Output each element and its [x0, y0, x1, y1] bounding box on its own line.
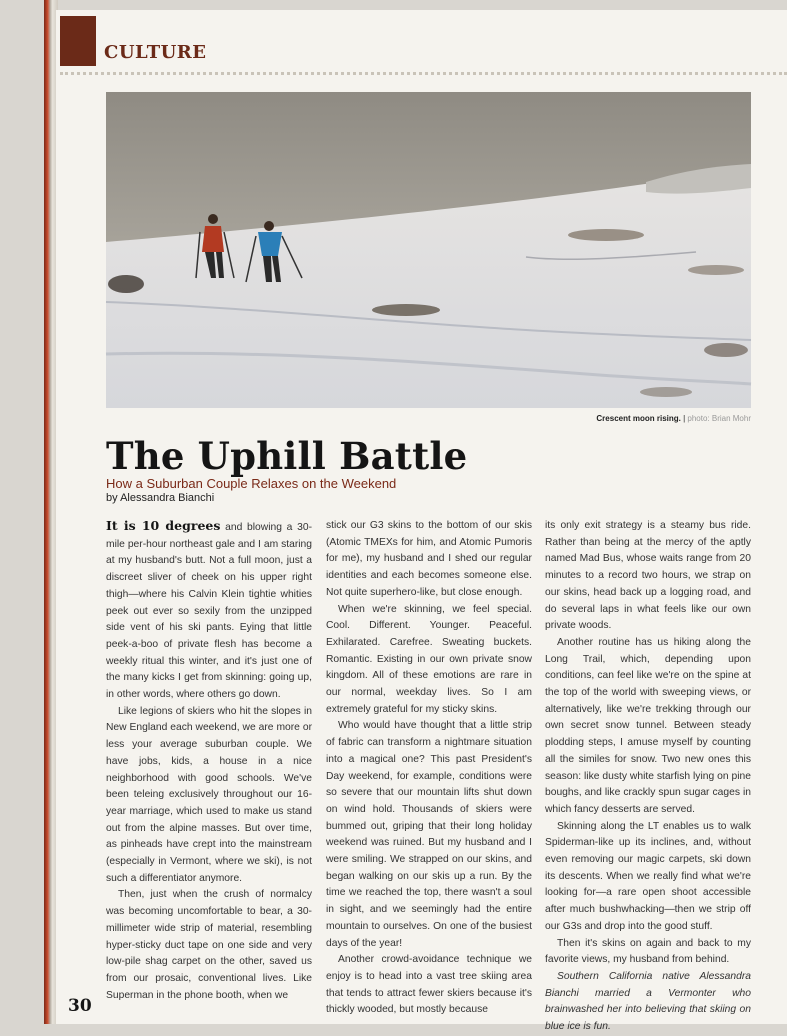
section-label: CULTURE: [104, 42, 207, 63]
paragraph: its only exit strategy is a steamy bus ride. Rather than being at the mercy of the aptly named Mad Bus, whose waits range from 20 minutes to a record two hours, we strap on our skins, head back up a logging road, and do several laps in what feels like our own private woods.: [545, 520, 751, 632]
lead-photo: [106, 92, 751, 408]
magazine-page: [56, 10, 787, 1033]
article-subtitle: How a Suburban Couple Relaxes on the Weekend: [106, 476, 397, 491]
snow-landscape-image: [106, 92, 751, 408]
page-number: 30: [68, 996, 92, 1016]
caption-title: Crescent moon rising.: [596, 414, 681, 423]
section-color-block: [60, 16, 96, 66]
author-bio: Southern California native Alessandra Bianchi married a Vermonter who brainwashed her into believing that skiing on blue ice is fun.: [545, 970, 751, 1033]
paragraph: [106, 518, 312, 704]
paragraph: When we're skinning, we feel special. Cool. Different. Younger. Peaceful. Exhilarated. Carefree. Sweating buckets. Romantic. Existing in our own private snow kingdom. All of these emotions are rare in our normal, weekday lives. So I am extremely grateful for my sticky skins.: [326, 603, 532, 715]
photo-caption: [596, 414, 751, 423]
lead-in: It is 10 degrees: [106, 518, 221, 533]
caption-separator: |: [680, 414, 688, 423]
paragraph: Another crowd-avoidance technique we enjoy is to head into a vast tree skiing area that tends to attract fewer skiers because it's thickly wooded, but mostly because: [326, 954, 532, 1016]
paragraph: Skinning along the LT enables us to walk Spiderman-like up its inclines, and, without even removing our magic carpets, ski down its descents. When we really find what we're looking for—a rare open shoot accessible after much bushwhacking—then we strip off our G3s and drop into the good stuff.: [545, 820, 751, 932]
paragraph: Who would have thought that a little strip of fabric can transform a nightmare situation into a magical one? This past President's Day weekend, for example, conditions were so severe that our mountain lifts shut down on wind hold. Thousands of skiers were bummed out, griping that their long holiday weekend was ruined. But my husband and I were smiling. We strapped on our skins, and began walking on our skis up a run. By the time we reached the top, there wasn't a soul in sight, and we seemingly had the entire mountain to ourselves. On one of the busiest days of the year!: [326, 720, 532, 949]
photo-credit: photo: Brian Mohr: [687, 414, 751, 423]
article-byline: by Alessandra Bianchi: [106, 492, 215, 504]
dotted-divider: [60, 72, 787, 75]
paragraph: Another routine has us hiking along the Long Trail, which, depending upon conditions, can feel like we're on the spine at the top of the world with sweeping views, or alternatively, like we're trekking through our own secret snow tunnel. Between steady plodding steps, I amuse myself by counting all the similes for snow. Two new ones this season: like dusty white starfish lying on pine boughs, and like crackly spun sugar cages in which fancy desserts are served.: [545, 636, 751, 815]
paragraph: stick our G3 skins to the bottom of our skis (Atomic TMEXs for him, and Atomic Pumoris for me), my husband and I shed our regular identities and each becomes someone else. Not quite superhero-like, but close enough.: [326, 520, 532, 598]
paragraph: Then it's skins on again and back to my favorite views, my husband from behind.: [545, 937, 751, 966]
text-column-2: [326, 518, 532, 1019]
text-column-3: [545, 518, 751, 1036]
article-title: The Uphill Battle: [106, 434, 468, 478]
paragraph: Then, just when the crush of normalcy was becoming uncomfortable to bear, a 30-millimeter wide strip of material, resembling hyper-sticky duct tape on one side and very low-pile shag carpet on the other, saved us from our prosaic, conventional lives. Like Superman in the phone booth, when we: [106, 889, 312, 1001]
paragraph-text: and blowing a 30-mile per-hour northeast gale and I am staring at my husband's butt. Not a full moon, just a discreet sliver of cheek on his upper right thigh—where his Calvin Klein tightie whities peek out ever so sexily from the unzipped side vent of his ski pants. Eying that little peek-a-boo of private flesh has become a weekly ritual this winter, and it's just one of the many kicks I get from skinning: going up, in other words, where others go down.: [106, 522, 312, 701]
text-column-1: [106, 518, 312, 1004]
paragraph: Like legions of skiers who hit the slopes in New England each weekend, we are more or less your average suburban couple. We have jobs, kids, a house in a nice neighborhood with good schools. We've been teleing exclusively throughout our 16-year marriage, which used to make us stand out from the alpine masses. But over time, as pinheads have crept into the mainstream (especially in Vermont, where we ski), is not such a differentiator anymore.: [106, 705, 312, 884]
